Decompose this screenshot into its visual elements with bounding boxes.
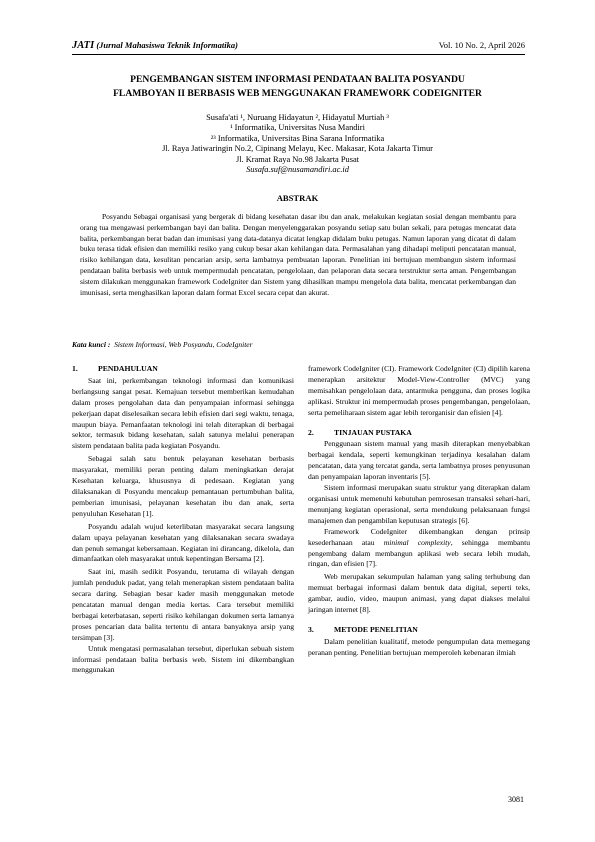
paragraph-text: , sehingga membantu pengembang dalam membangun aplikasi web secara lebih mudah, ringan, dan efisien [7]. <box>308 537 530 569</box>
journal-full-name: (Jurnal Mahasiswa Teknik Informatika) <box>96 40 238 50</box>
paragraph: Saat ini, perkembangan teknologi informasi dan komunikasi berlangsung sangat pesat. Kemajuan tersebut memberikan kemudahan dalam proses pengolahan data dan penyampaian informasi sehingga pekerjaan dapat diselesaikan secara lebih efisien dari segi waktu, tenaga, maupun biaya. Pemanfaatan teknologi ini telah diterapkan di berbagai sektor, termasuk bidang kesehatan, salah satunya melalui penerapan sistem pendataan balita pada kegiatan Posyandu. <box>72 375 294 451</box>
section-heading-3 <box>308 625 530 636</box>
author-names: Susafa'ati ¹, Nuruang Hidayatun ², Hidayatul Murtiah ³ <box>206 113 389 122</box>
section-number: 3. <box>308 624 314 634</box>
section-heading-1 <box>72 364 294 375</box>
right-column <box>308 364 530 659</box>
section-number: 2. <box>308 427 314 437</box>
affiliation-2: ²³ Informatika, Universitas Bina Sarana Informatika <box>210 133 385 143</box>
paragraph: Penggunaan sistem manual yang masih diterapkan menyebabkan berbagai kendala, seperti kemungkinan terjadinya kesalahan dalam pencatatan, data yang tercatat ganda, serta lambatnya proses penyusunan dan penyampaian laporan inventaris [5]. <box>308 439 530 482</box>
header-rule <box>72 54 525 55</box>
page-number: 3081 <box>508 795 524 804</box>
running-header <box>72 36 525 52</box>
section-number: 1. <box>72 364 78 373</box>
paragraph: framework CodeIgniter (CI). Framework CodeIgniter (CI) dipilih karena menerapkan arsitektur Model-View-Controller (MVC) yang memisahkan pengelolaan data, antarmuka pengguna, dan proses logika aplikasi. Struktur ini mempermudah proses pengembangan, pengelolaan, serta pemeliharaan sistem agar lebih terorganisir dan efisien [4]. <box>308 364 530 417</box>
section-title: METODE PENELITIAN <box>334 624 418 634</box>
paper-title <box>60 73 535 101</box>
author-email: Susafa.suf@nusamandiri.ac.id <box>246 165 349 175</box>
address-2: Jl. Kramat Raya No.98 Jakarta Pusat <box>235 154 360 164</box>
paragraph: Saat ini, masih sedikit Posyandu, terutama di wilayah dengan jumlah penduduk padat, yang telah menerapkan sistem pendataan balita secara daring. Sebagian besar kader masih menggunakan metode pencatatan manual dengan media kertas. Cara tersebut memiliki berbagai keterbatasan, seperti risiko kehilangan dokumen serta lamanya proses pencarian data balita tertentu di antara banyaknya arsip yang tersimpan [3]. <box>72 567 294 642</box>
affiliation-1: ¹ Informatika, Universitas Nusa Mandiri <box>230 123 365 133</box>
section-title: TINJAUAN PUSTAKA <box>334 427 412 437</box>
paragraph <box>308 527 530 571</box>
paragraph: Sistem informasi merupakan suatu struktur yang diterapkan dalam organisasi untuk memenuhi kebutuhan pemrosesan transaksi sehari-hari, menunjang kegiatan operasional, serta mendukung pelaksanaan fungsi manajemen dan pengambilan keputusan strategis [6]. <box>308 483 530 525</box>
paragraph: Untuk mengatasi permasalahan tersebut, diperlukan sebuah sistem informasi pendataan balita berbasis web. Sistem ini dikembangkan menggunakan <box>72 643 294 675</box>
journal-abbr: JATI <box>72 40 95 51</box>
paragraph: Web merupakan sekumpulan halaman yang saling terhubung dan memuat berbagai informasi dalam bentuk data digital, seperti teks, gambar, audio, video, maupun animasi, yang dapat diakses melalui jaringan internet [8]. <box>308 572 530 615</box>
title-line-2: FLAMBOYAN II BERBASIS WEB MENGGUNAKAN FRAMEWORK CODEIGNITER <box>113 88 482 99</box>
emphasis-term: minimal complexity <box>383 537 451 547</box>
section-title: PENDAHULUAN <box>98 364 158 373</box>
keywords <box>72 340 525 349</box>
title-line-1: PENGEMBANGAN SISTEM INFORMASI PENDATAAN BALITA POSYANDU <box>130 74 465 85</box>
section-heading-2 <box>308 428 530 439</box>
paragraph: Posyandu adalah wujud keterlibatan masyarakat secara langsung dalam upaya pelayanan kesehatan yang dilaksanakan secara swadaya dan penuh semangat kebersamaan. Kegiatan ini dirancang, dikelola, dan dimanfaatkan oleh masyarakat untuk kepentingan Bersama [2]. <box>72 521 294 564</box>
journal-volume: Vol. 10 No. 2, April 2026 <box>438 40 525 50</box>
author-block <box>60 113 535 175</box>
left-column <box>72 364 294 676</box>
paragraph: Dalam penelitian kualitatif, metode pengumpulan data memegang peranan penting. Penelitian bertujuan memperoleh kebenaran ilmiah <box>308 636 530 657</box>
keywords-text: Sistem Informasi, Web Posyandu, CodeIgniter <box>114 340 253 349</box>
paragraph: Sebagai salah satu bentuk pelayanan kesehatan berbasis masyarakat, memiliki peran penting dalam meningkatkan derajat Kesehatan keluarga, khususnya di pedesaan. Kegiatan yang dilaksanakan di Posyandu mencakup pemantauan pertumbuhan balita, pemberian imunisasi, pelayanan kesehatan ibu dan anak, serta penyuluhan Kesehatan [1]. <box>72 454 294 518</box>
abstract-heading: ABSTRAK <box>276 193 319 203</box>
address-1: Jl. Raya Jatiwaringin No.2, Cipinang Melayu, Kec. Makasar, Kota Jakarta Timur <box>162 144 433 154</box>
abstract-text: Posyandu Sebagai organisasi yang bergerak di bidang kesehatan dasar ibu dan anak, melakukan kegiatan sosial dengan membantu para orang tua mengawasi perkembangan bayi dan balita. Dengan menyelenggarakan posyandu setiap satu bulan sekali, para petugas mencatat data balita, perkembangan berat badan dan imunisasi yang data-datanya dicatat lengkap didalam buku petugas. Namun laporan yang dicatat di dalam buku terasa tidak efisien dan memiliki resiko yang cukup besar akan kehilangan data. Permasalahan yang dihadapi meliputi pencatatan manual, risiko kehilangan data, kesulitan pencarian arsip, serta lambatnya pembuatan laporan. Penelitian ini bertujuan membangun sistem informasi pendataan balita berbasis web untuk mempermudah pencatatan, pengelolaan, dan pelaporan data secara terstruktur serta aman. Pengembangan sistem dilakukan menggunakan framework CodeIgniter dan Sistem yang dihasilkan mampu mengelola data balita, mencatat perkembangan dan imunisasi, serta menghasilkan laporan dalam format Excel secara cepat dan akurat. <box>80 212 516 297</box>
journal-name <box>72 40 238 51</box>
keywords-label: Kata kunci : <box>72 340 111 349</box>
paragraph-text: Framework CodeIgniter dikembangkan dengan prinsip kesederhanaan atau <box>308 526 530 547</box>
